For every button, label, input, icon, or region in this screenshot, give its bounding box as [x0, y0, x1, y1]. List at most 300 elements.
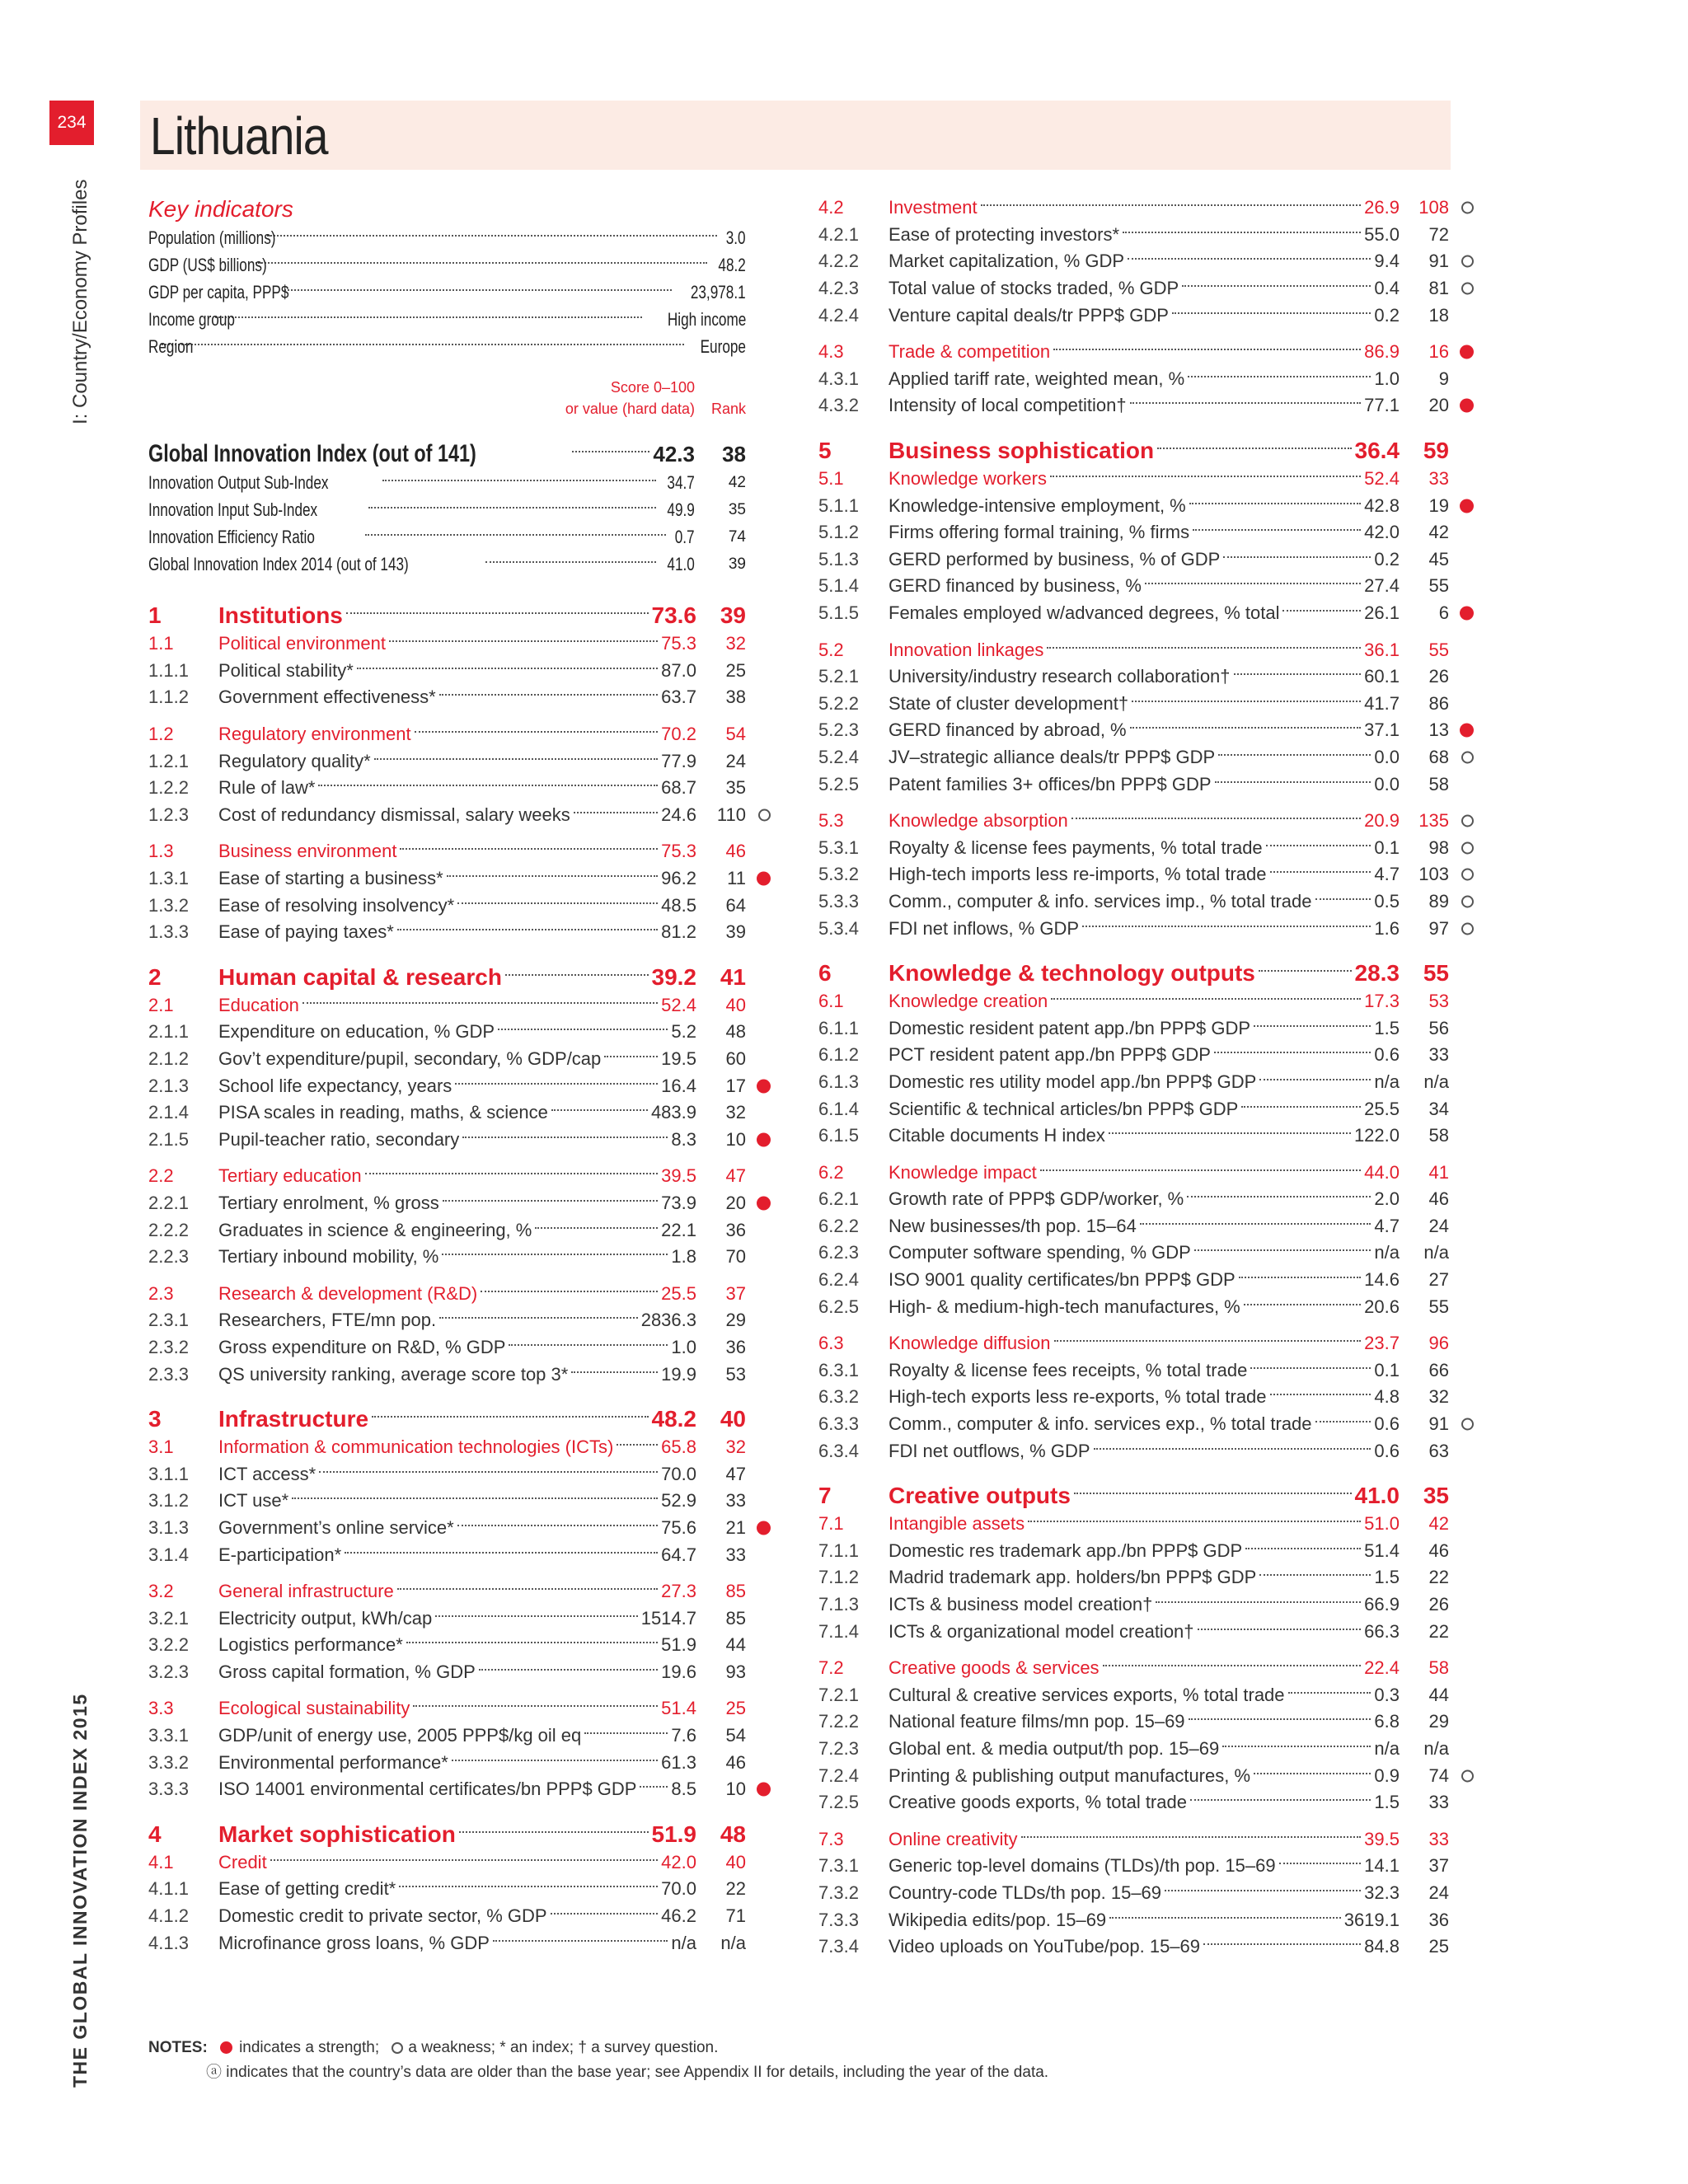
subindex-label: Global Innovation Index 2014 (out of 143): [148, 553, 409, 574]
indicator-row: [148, 1046, 746, 1073]
subpillar-row-rank: 40: [725, 994, 746, 1015]
indicator-row-number: 5.2.2: [818, 692, 859, 714]
indicator-row-rank: 53: [725, 1363, 746, 1385]
spacer: [818, 419, 1449, 436]
subpillar-row-number: 7.3: [818, 1828, 844, 1849]
indicator-row-number: 6.2.2: [818, 1215, 859, 1236]
indicator-row-number: 6.1.4: [818, 1098, 859, 1119]
leader-dots: [346, 612, 649, 614]
strength-dot-icon: [1460, 724, 1474, 738]
indicator-row-score: 16.4: [661, 1075, 696, 1096]
indicator-row-rank: 24: [1428, 1215, 1449, 1236]
indicator-row-rank: 10: [725, 1779, 746, 1800]
indicator-row-rank: 56: [1428, 1017, 1449, 1038]
indicator-row-score: 20.6: [1364, 1296, 1400, 1317]
gii-label: Global Innovation Index (out of 141): [148, 440, 476, 467]
indicator-row-label: Creative goods exports, % total trade: [889, 1792, 1187, 1813]
leader-dots: [1094, 1448, 1372, 1450]
indicator-row-label: ICTs & business model creation†: [889, 1594, 1153, 1615]
indicator-row-label: Domestic res utility model app./bn PPP$ GDP: [889, 1071, 1257, 1092]
leader-dots: [604, 1056, 658, 1057]
pillar-row-rank: 35: [1423, 1482, 1449, 1508]
leader-dots: [267, 235, 717, 237]
subpillar-row-rank: 16: [1428, 341, 1449, 363]
indicator-row-score: 0.0: [1374, 746, 1400, 767]
indicator-row-label: Ease of starting a business*: [218, 868, 443, 889]
subpillar-row: [818, 988, 1449, 1015]
indicator-row-number: 4.2.1: [818, 223, 859, 245]
subindex-score: 41.0: [667, 553, 695, 574]
leader-dots: [457, 902, 658, 904]
weakness-circle-icon: [1461, 1418, 1474, 1431]
indicator-row-number: 7.1.3: [818, 1594, 859, 1615]
subpillar-row-number: 1.1: [148, 633, 174, 654]
weakness-circle-icon: [1461, 869, 1474, 881]
leader-dots: [443, 1200, 658, 1202]
indicator-row: [818, 717, 1449, 744]
subpillar-row: [148, 1695, 746, 1722]
subindex-row: [148, 496, 746, 523]
leader-dots: [447, 875, 658, 877]
indicator-row-score: 0.6: [1374, 1413, 1400, 1435]
indicator-row-rank: 110: [716, 804, 746, 825]
indicator-row-rank: 21: [725, 1516, 746, 1538]
subindex-label: Innovation Output Sub-Index: [148, 471, 329, 493]
indicator-row-number: 4.3.2: [818, 395, 859, 416]
subpillar-row-number: 3.1: [148, 1436, 174, 1458]
indicator-row-score: 1.6: [1374, 917, 1400, 939]
indicator-row-number: 6.3.3: [818, 1413, 859, 1435]
leader-dots: [479, 1669, 658, 1671]
indicator-row-score: 1.5: [1374, 1792, 1400, 1813]
leader-dots: [457, 1525, 658, 1526]
subpillar-row-rank: 40: [725, 1851, 746, 1872]
subpillar-row-score: 42.0: [661, 1851, 696, 1872]
indicator-row-label: Growth rate of PPP$ GDP/worker, %: [889, 1188, 1184, 1210]
indicator-row-score: 0.3: [1374, 1684, 1400, 1705]
indicator-row-number: 2.2.2: [148, 1219, 189, 1240]
indicator-row-label: Political stability*: [218, 659, 354, 681]
pillar-row: [818, 436, 1449, 466]
notes-weakness: a weakness; * an index; † a survey question.: [408, 2039, 719, 2056]
pillar-row: [148, 1404, 746, 1434]
indicator-row-rank: 72: [1428, 223, 1449, 245]
indicator-row-score: 5.2: [671, 1021, 696, 1043]
subpillar-row-number: 7.1: [818, 1513, 844, 1535]
indicator-row: [818, 1293, 1449, 1320]
subpillar-row: [818, 636, 1449, 663]
indicator-row-rank: 32: [1428, 1386, 1449, 1408]
indicator-row-label: GDP/unit of energy use, 2005 PPP$/kg oil eq: [218, 1725, 582, 1746]
leader-dots: [1145, 583, 1361, 584]
leader-dots: [459, 1831, 649, 1833]
indicator-row-number: 5.3.3: [818, 890, 859, 912]
indicator-row-score: 0.6: [1374, 1440, 1400, 1461]
indicator-row-rank: n/a: [1423, 1071, 1449, 1092]
leader-dots: [1218, 754, 1371, 756]
indicator-row: [148, 1876, 746, 1903]
leader-dots: [1190, 1799, 1371, 1801]
indicator-row-number: 7.3.3: [818, 1909, 859, 1930]
leader-dots: [1156, 1601, 1361, 1603]
subpillar-row-label: Knowledge impact: [889, 1161, 1037, 1183]
indicator-row: [818, 1708, 1449, 1736]
subpillar-row-label: Business environment: [218, 841, 397, 862]
indicator-row: [818, 600, 1449, 627]
indicator-row-number: 3.3.3: [148, 1779, 189, 1800]
subpillar-row-label: Knowledge workers: [889, 468, 1047, 490]
subpillar-row-rank: 54: [725, 724, 746, 745]
subpillar-row-score: 65.8: [661, 1436, 696, 1458]
indicator-row-score: 14.6: [1364, 1269, 1400, 1291]
key-indicator-row: [148, 333, 746, 360]
subpillar-row-rank: 47: [725, 1165, 746, 1187]
weakness-circle-icon: [1461, 202, 1474, 214]
indicator-row: [818, 663, 1449, 691]
leader-dots: [584, 1732, 668, 1734]
key-indicator-label: Income group: [148, 308, 235, 330]
strength-dot-icon: [757, 872, 771, 886]
subpillar-row-number: 6.2: [818, 1161, 844, 1183]
leader-dots: [1172, 312, 1371, 314]
indicator-row-label: Computer software spending, % GDP: [889, 1242, 1191, 1263]
indicator-row-score: n/a: [1374, 1242, 1400, 1263]
indicator-row: [818, 1789, 1449, 1816]
indicator-row-score: 3619.1: [1343, 1909, 1400, 1930]
leader-dots: [270, 1859, 658, 1861]
indicator-row-number: 6.1.3: [818, 1071, 859, 1092]
pillar-row-rank: 41: [720, 963, 746, 990]
indicator-row: [818, 915, 1449, 942]
subindex-label: Innovation Input Sub-Index: [148, 499, 318, 520]
indicator-row: [818, 1933, 1449, 1961]
indicator-row: [818, 744, 1449, 771]
indicator-row-label: Comm., computer & info. services exp., % total trade: [889, 1413, 1312, 1435]
indicator-row-score: 46.2: [661, 1905, 696, 1927]
indicator-row-label: State of cluster development†: [889, 692, 1129, 714]
indicator-row-score: 37.1: [1364, 719, 1400, 741]
indicator-row-number: 1.2.3: [148, 804, 189, 825]
indicator-row: [818, 1853, 1449, 1880]
indicator-row-score: 1.5: [1374, 1567, 1400, 1588]
leader-dots: [1282, 610, 1361, 612]
indicator-row-label: GERD financed by abroad, %: [889, 719, 1127, 741]
subpillar-row-score: 86.9: [1364, 341, 1400, 363]
indicator-row: [818, 1591, 1449, 1619]
indicator-row: [818, 1240, 1449, 1267]
indicator-row-label: Comm., computer & info. services imp., % total trade: [889, 890, 1312, 912]
subpillar-row-number: 5.1: [818, 468, 844, 490]
spacer: [818, 942, 1449, 958]
strength-dot-icon: [757, 1783, 771, 1797]
key-indicator-value: Europe: [700, 335, 746, 357]
indicator-row-label: Graduates in science & engineering, %: [218, 1219, 532, 1240]
pillar-row-score: 39.2: [651, 963, 696, 990]
indicator-row: [148, 802, 746, 829]
indicator-row-score: 9.4: [1374, 251, 1400, 272]
subpillar-row: [818, 466, 1449, 493]
subpillar-row-label: Information & communication technologies (ICTs): [218, 1436, 614, 1458]
key-indicators-list: [148, 224, 746, 360]
indicator-row-rank: 33: [1428, 1044, 1449, 1066]
indicator-row-rank: 33: [725, 1490, 746, 1511]
indicator-row-score: 1.0: [1374, 368, 1400, 389]
weakness-circle-icon: [1461, 895, 1474, 907]
indicator-row-rank: 60: [725, 1048, 746, 1070]
key-indicator-row: [148, 251, 746, 279]
spacer: [818, 1149, 1449, 1159]
indicator-row: [818, 691, 1449, 718]
leader-dots: [1315, 1421, 1372, 1422]
leader-dots: [1279, 1863, 1362, 1864]
leader-dots: [572, 451, 649, 452]
indicator-row-rank: 66: [1428, 1359, 1449, 1380]
leader-dots: [455, 1083, 658, 1085]
pillar-row-label: Creative outputs: [889, 1482, 1071, 1508]
indicator-row-score: 0.6: [1374, 1044, 1400, 1066]
subpillar-row-label: Investment: [889, 197, 978, 218]
indicator-row-rank: 97: [1428, 917, 1449, 939]
subpillar-row: [148, 1849, 746, 1877]
leader-dots: [505, 974, 649, 976]
spacer: [148, 1685, 746, 1695]
subpillar-row-label: Online creativity: [889, 1828, 1018, 1849]
leader-dots: [1288, 1692, 1372, 1694]
subpillar-row-rank: 53: [1428, 991, 1449, 1012]
subpillar-row-label: Creative goods & services: [889, 1657, 1100, 1679]
indicator-row-number: 7.3.1: [818, 1855, 859, 1877]
indicator-row-number: 7.2.4: [818, 1765, 859, 1786]
indicator-row: [818, 1213, 1449, 1240]
indicator-row-score: 22.1: [661, 1219, 696, 1240]
indicator-row-score: 55.0: [1364, 223, 1400, 245]
leader-dots: [1245, 1548, 1361, 1549]
leader-dots: [1214, 1052, 1371, 1053]
leader-dots: [1103, 1665, 1362, 1666]
leader-dots: [1244, 1304, 1361, 1305]
leader-dots: [1074, 1493, 1352, 1494]
leader-dots: [292, 1497, 658, 1499]
indicator-row: [818, 1357, 1449, 1385]
leader-dots: [1259, 1574, 1371, 1576]
indicator-row-rank: 81: [1428, 278, 1449, 299]
indicator-row-label: Royalty & license fees receipts, % total trade: [889, 1359, 1248, 1380]
indicator-row-label: University/industry research collaboration†: [889, 666, 1231, 687]
indicator-row-rank: 44: [1428, 1684, 1449, 1705]
subpillar-row-number: 6.1: [818, 991, 844, 1012]
indicator-row-rank: 26: [1428, 1594, 1449, 1615]
indicator-row-label: Total value of stocks traded, % GDP: [889, 278, 1179, 299]
subpillar-row-label: General infrastructure: [218, 1581, 394, 1602]
leader-dots: [1215, 781, 1372, 783]
spacer: [148, 1388, 746, 1404]
subindex-rank: 74: [728, 527, 746, 546]
indicator-row-score: 0.4: [1374, 278, 1400, 299]
indicator-row-number: 6.2.4: [818, 1269, 859, 1291]
key-indicator-value: 23,978.1: [691, 281, 746, 302]
leader-dots: [1182, 285, 1371, 287]
indicator-row-score: 68.7: [661, 777, 696, 799]
indicator-row-rank: 86: [1428, 692, 1449, 714]
indicator-row: [148, 1460, 746, 1488]
indicator-row-number: 5.2.3: [818, 719, 859, 741]
indicator-row-rank: 47: [725, 1463, 746, 1484]
indicator-row: [148, 1749, 746, 1776]
subpillar-row-score: 75.3: [661, 633, 696, 654]
indicator-row-number: 6.1.1: [818, 1017, 859, 1038]
indicator-row: [818, 248, 1449, 275]
rank-header: Rank: [710, 401, 746, 417]
leader-dots: [1187, 1196, 1371, 1197]
leader-dots: [1189, 503, 1361, 504]
leader-dots: [1241, 1106, 1361, 1108]
notes-label: NOTES:: [148, 2039, 208, 2056]
indicator-row-label: Applied tariff rate, weighted mean, %: [889, 368, 1185, 389]
subpillar-row-score: 39.5: [1364, 1828, 1400, 1849]
leader-dots: [1223, 556, 1371, 558]
indicator-row: [148, 1216, 746, 1244]
indicator-row-number: 6.3.1: [818, 1359, 859, 1380]
indicator-row: [818, 1411, 1449, 1438]
leader-dots: [1259, 1079, 1371, 1080]
indicator-row-number: 5.2.1: [818, 666, 859, 687]
subpillar-row-label: Regulatory environment: [218, 724, 411, 745]
subpillar-row: [818, 1159, 1449, 1186]
indicator-row: [818, 519, 1449, 546]
indicator-row-score: 41.7: [1364, 692, 1400, 714]
indicator-row-label: Gross capital formation, % GDP: [218, 1661, 476, 1682]
indicator-row-rank: 55: [1428, 575, 1449, 597]
indicator-row-number: 1.2.2: [148, 777, 189, 799]
indicator-row: [818, 1437, 1449, 1465]
indicator-row-number: 7.2.5: [818, 1792, 859, 1813]
subpillar-row-rank: 25: [725, 1698, 746, 1719]
subpillar-row-score: 27.3: [661, 1581, 696, 1602]
indicator-row: [818, 1880, 1449, 1907]
pillar-row-label: Institutions: [218, 602, 343, 628]
indicator-row: [818, 1069, 1449, 1096]
indicator-row-score: 2836.3: [640, 1310, 696, 1331]
indicator-row-number: 5.1.2: [818, 522, 859, 543]
indicator-row-number: 6.2.3: [818, 1242, 859, 1263]
subpillar-row: [818, 1825, 1449, 1853]
indicator-row-label: National feature films/mn pop. 15–69: [889, 1711, 1185, 1732]
indicator-row-label: Environmental performance*: [218, 1751, 448, 1773]
subpillar-row-number: 5.3: [818, 810, 844, 832]
spacer: [818, 329, 1449, 339]
indicator-row-number: 6.2.5: [818, 1296, 859, 1317]
notes-line2: ⓐ indicates that the country’s data are older than the base year; see Appendix II for details, including the year of the data.: [206, 2064, 1049, 2081]
indicator-row-number: 3.3.2: [148, 1751, 189, 1773]
indicator-row-label: High- & medium-high-tech manufactures, %: [889, 1296, 1240, 1317]
subpillar-row-score: 20.9: [1364, 810, 1400, 832]
indicator-row-label: QS university ranking, average score top 3*: [218, 1363, 569, 1385]
indicator-row: [148, 865, 746, 893]
indicator-row-number: 1.1.1: [148, 659, 189, 681]
indicator-row-number: 5.1.4: [818, 575, 859, 597]
indicator-row: [818, 546, 1449, 574]
indicator-row-score: 0.1: [1374, 837, 1400, 858]
indicator-row-label: Madrid trademark app. holders/bn PPP$ GDP: [889, 1567, 1257, 1588]
indicator-row: [818, 573, 1449, 600]
strength-dot-icon: [1460, 499, 1474, 513]
leader-dots: [1315, 898, 1372, 900]
indicator-row: [818, 275, 1449, 302]
leader-dots: [1254, 1773, 1371, 1774]
indicator-row-label: Ease of resolving insolvency*: [218, 894, 455, 916]
indicator-row: [148, 1190, 746, 1217]
indicator-row-rank: 70: [725, 1246, 746, 1268]
subpillar-row: [818, 808, 1449, 835]
subpillar-row-score: 25.5: [661, 1282, 696, 1304]
leader-dots: [406, 1642, 658, 1643]
leader-dots: [1188, 376, 1371, 377]
notes-line1: [148, 2036, 1048, 2060]
key-indicator-label: Region: [148, 335, 194, 357]
indicator-row: [818, 392, 1449, 419]
indicator-row-number: 4.1.1: [148, 1878, 189, 1900]
indicator-row-number: 7.1.1: [818, 1540, 859, 1561]
indicator-row-label: Firms offering formal training, % firms: [889, 522, 1190, 543]
indicator-row: [148, 1099, 746, 1127]
key-indicator-row: [148, 224, 746, 251]
indicator-row-rank: 11: [727, 868, 746, 889]
subpillar-row: [148, 838, 746, 865]
indicator-row: [148, 1361, 746, 1388]
leader-dots: [442, 1254, 668, 1255]
indicator-row-rank: 22: [1428, 1567, 1449, 1588]
pillar-row-number: 1: [148, 602, 162, 628]
leader-dots: [1109, 1132, 1351, 1134]
leader-dots: [1130, 727, 1362, 729]
leader-dots: [1270, 1394, 1372, 1395]
indicator-row-number: 7.2.1: [818, 1684, 859, 1705]
indicator-row-label: Microfinance gross loans, % GDP: [218, 1932, 490, 1953]
leader-dots: [345, 1552, 658, 1554]
spacer: [148, 1153, 746, 1163]
weakness-circle-icon: [758, 808, 771, 821]
subpillar-row-score: 51.0: [1364, 1513, 1400, 1535]
indicator-row-rank: 63: [1428, 1440, 1449, 1461]
leader-dots: [439, 1317, 638, 1319]
indicator-row-score: 81.2: [661, 921, 696, 943]
indicator-row-number: 2.1.4: [148, 1102, 189, 1123]
indicator-row-number: 6.3.4: [818, 1440, 859, 1461]
subpillar-row: [818, 1655, 1449, 1682]
indicator-row: [818, 1736, 1449, 1763]
indicator-row-label: Females employed w/advanced degrees, % total: [889, 602, 1280, 624]
page-number: 234: [49, 101, 94, 145]
indicator-row-number: 4.1.2: [148, 1905, 189, 1927]
indicator-row: [818, 1538, 1449, 1565]
key-indicator-value: High income: [667, 308, 746, 330]
subpillar-row: [148, 992, 746, 1019]
subindex-score: 49.9: [667, 499, 695, 520]
leader-dots: [162, 344, 684, 345]
weakness-circle-icon: [1461, 815, 1474, 827]
indicator-row-rank: 46: [1428, 1540, 1449, 1561]
subpillar-row-score: 52.4: [1364, 468, 1400, 490]
indicator-row-number: 4.2.3: [818, 278, 859, 299]
indicator-row-score: 0.2: [1374, 548, 1400, 569]
indicator-row-rank: 35: [725, 777, 746, 799]
leader-dots: [319, 1471, 658, 1473]
page-title: Lithuania: [150, 106, 328, 166]
indicator-row-score: 27.4: [1364, 575, 1400, 597]
leader-dots: [439, 694, 658, 696]
key-indicator-row: [148, 306, 746, 333]
leader-dots: [284, 289, 673, 291]
